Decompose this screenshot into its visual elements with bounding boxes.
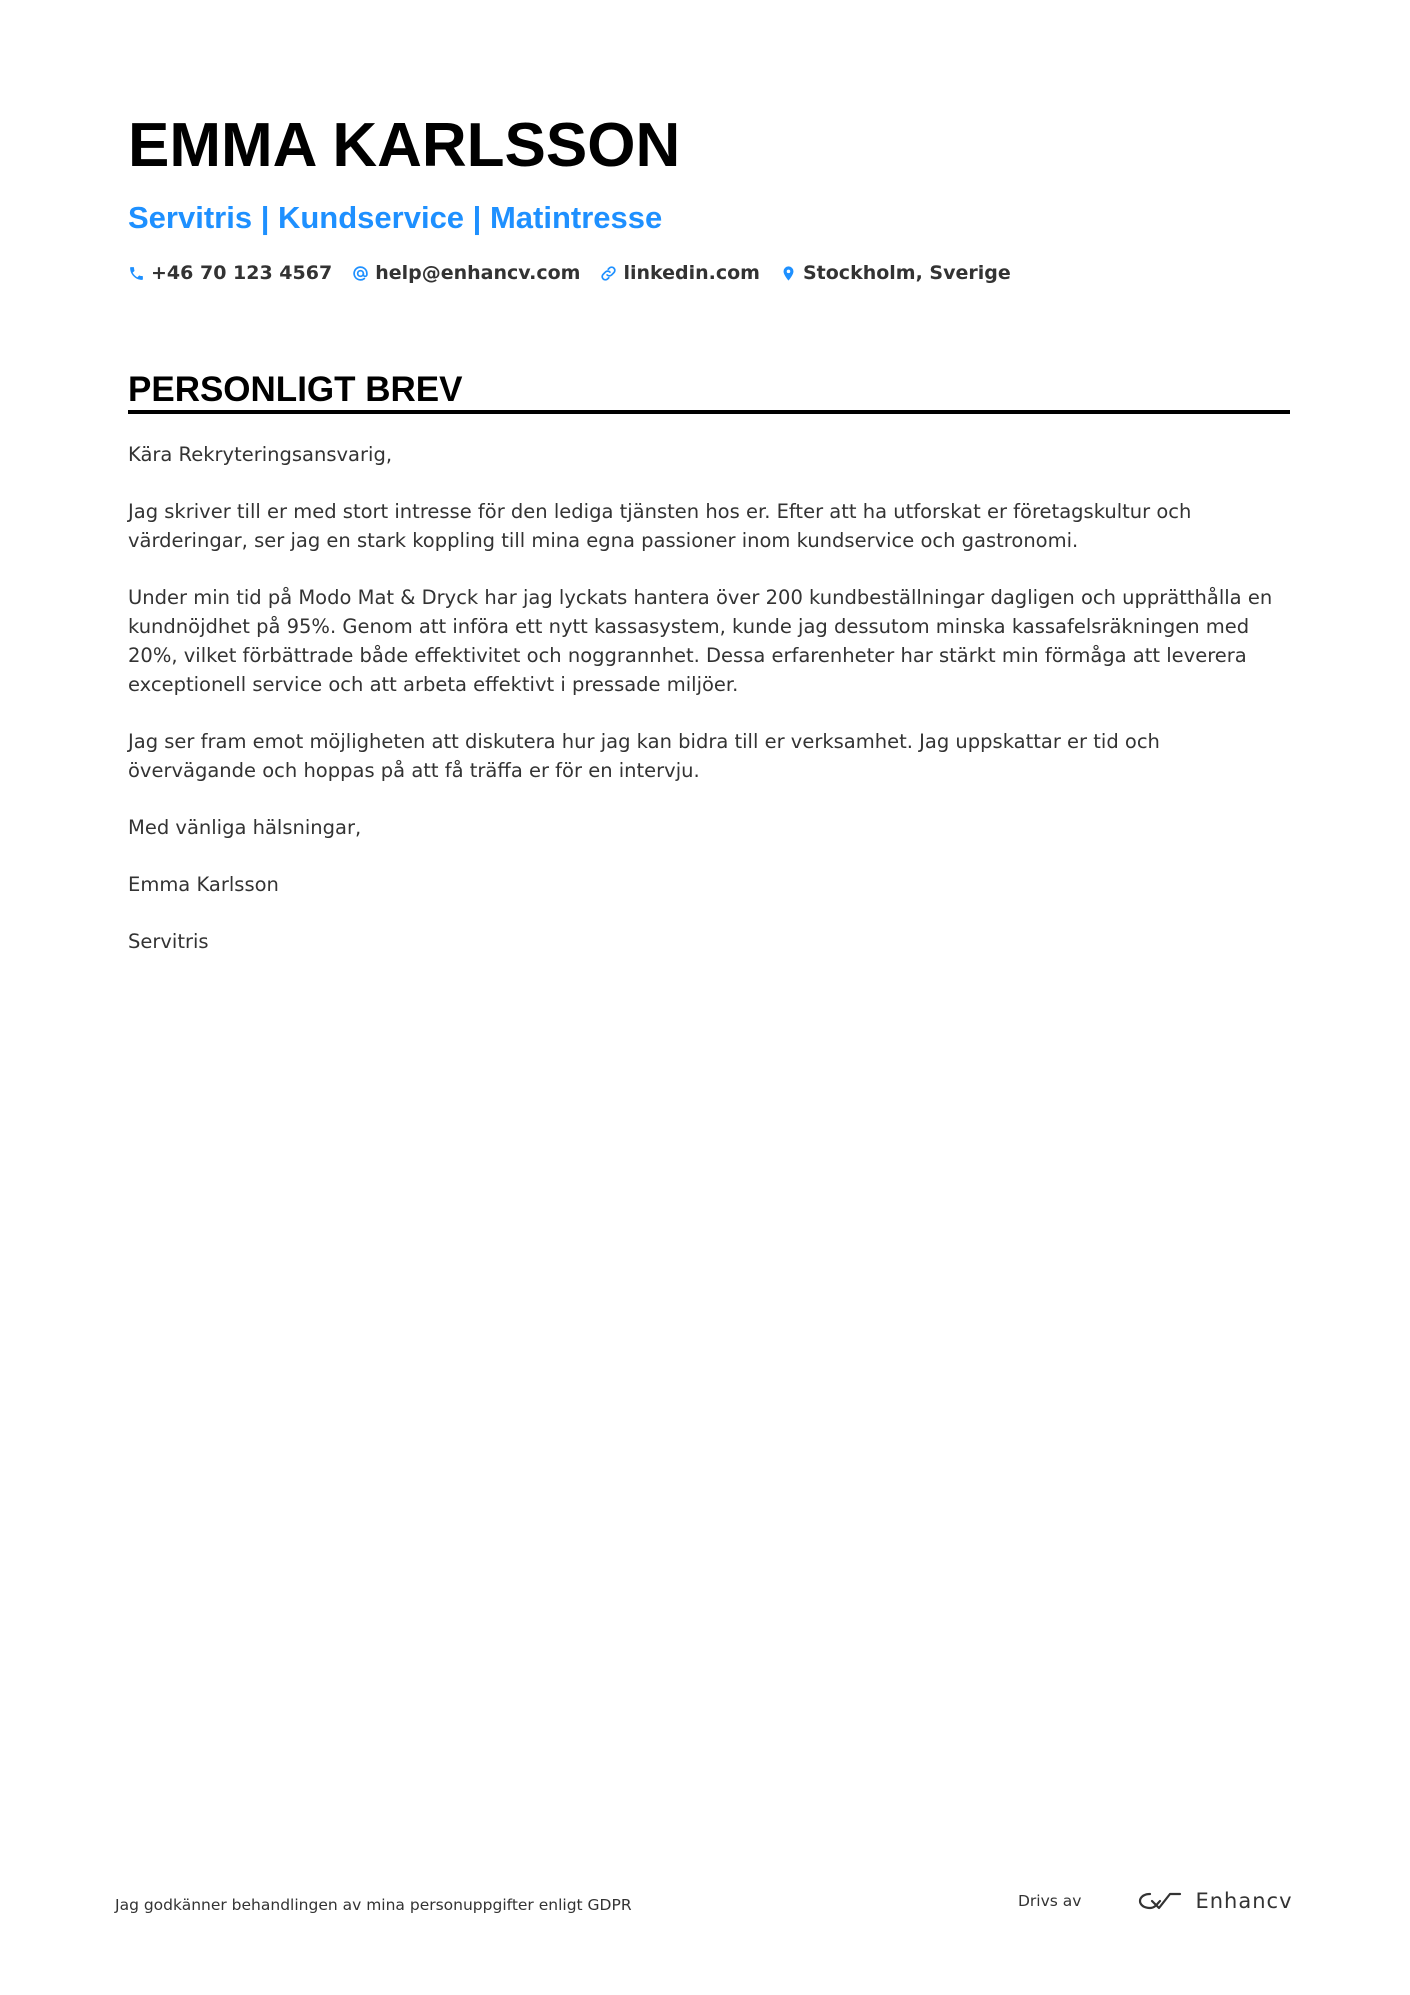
contact-email[interactable] [352, 262, 580, 284]
letter-greeting: Kära Rekryteringsansvarig, [128, 443, 393, 466]
contact-row [128, 258, 1290, 288]
powered-by-label: Drivs av [1018, 1892, 1082, 1910]
letter-closing: Med vänliga hälsningar, [128, 816, 362, 839]
gdpr-consent: Jag godkänner behandlingen av mina personuppgifter enligt GDPR [115, 1896, 632, 1914]
contact-phone-text: +46 70 123 4567 [151, 262, 333, 284]
cover-letter-page [128, 110, 1290, 953]
contact-location [780, 262, 1011, 284]
section-title: PERSONLIGT BREV [128, 370, 463, 409]
powered-by [1018, 1888, 1293, 1914]
at-icon [352, 265, 369, 282]
applicant-name: EMMA KARLSSON [128, 111, 681, 180]
contact-location-text: Stockholm, Sverige [802, 262, 1011, 284]
section-divider [128, 410, 1290, 414]
signature-name: Emma Karlsson [128, 873, 279, 896]
phone-icon [128, 265, 145, 282]
letter-paragraph: Jag skriver till er med stort intresse för den lediga tjänsten hos er. Efter att ha utforskat er företagskultur och värderingar, ser jag en stark koppling till mina egna passioner inom kundservice och gastronomi. [128, 500, 1192, 552]
applicant-subtitle: Servitris | Kundservice | Matintresse [128, 200, 663, 235]
contact-linkedin[interactable] [600, 262, 760, 284]
letter-body [128, 440, 1290, 984]
letter-paragraph: Jag ser fram emot möjligheten att diskutera hur jag kan bidra till er verksamhet. Jag uppskattar er tid och övervägande och hoppas på att få träffa er för en intervju. [128, 730, 1160, 782]
contact-linkedin-text: linkedin.com [623, 262, 760, 284]
enhancv-brand-name: Enhancv [1195, 1889, 1293, 1913]
enhancv-logo[interactable] [1137, 1888, 1292, 1914]
letter-paragraph: Under min tid på Modo Mat & Dryck har jag lyckats hantera över 200 kundbeställningar dagligen och upprätthålla en kundnöjdhet på 95%. Genom att införa ett nytt kassasystem, kunde jag dessutom minska kassafelsräkningen med 20%, vilket förbättrade både effektivitet och noggrannhet. Dessa erfarenheter har stärkt min förmåga att leverera exceptionell service och att arbeta effektivt i pressade miljöer. [128, 586, 1273, 696]
location-pin-icon [780, 265, 797, 282]
contact-email-text: help@enhancv.com [375, 262, 581, 284]
signature-title: Servitris [128, 930, 209, 953]
enhancv-logo-icon [1137, 1888, 1183, 1914]
contact-phone[interactable] [128, 262, 332, 284]
link-icon [600, 265, 617, 282]
